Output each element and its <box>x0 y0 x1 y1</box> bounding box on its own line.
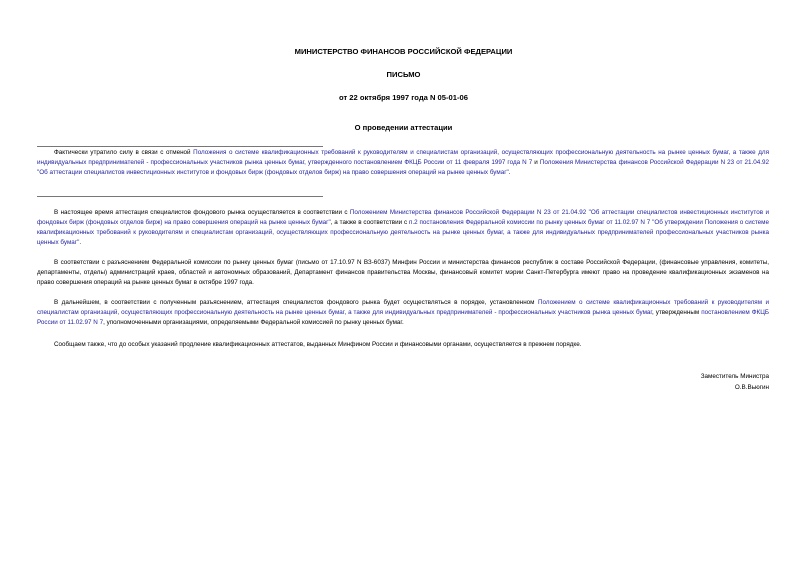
doc-type-heading: ПИСЬМО <box>386 70 421 79</box>
date-number-heading: от 22 октября 1997 года N 05-01-06 <box>339 93 468 102</box>
p3-link-resolution[interactable]: постановлением ФКЦБ России от 11.02.97 N 7 <box>37 309 769 327</box>
p2-text: В соответствии с разъяснением Федеральной комиссии по рынку ценных бумаг (письмо от 17.10.97 N ВЗ-6037) Минфин России и министерства финансов республик в составе Российской Федерации, (финансовые управления, комитеты, департаменты, отделы) администраций краев, областей и автономных образований, Департамент финансов правительства Москвы, финансовый комитет мэрии Санкт-Петербурга имеют право на проведение квалификационных экзаменов на право совершения операций на рынке ценных бумаг в октябре 1997 года. <box>37 259 769 287</box>
paragraph-4 <box>37 340 769 350</box>
p1-link-regulation-23[interactable]: Положением Министерства финансов Российской Федерации N 23 от 21.04.92 "Об аттестации специалистов инвестиционных институтов и фондовых бирж (фондовых отделов бирж) на право совершения операций на рынке ценных бумаг" <box>37 209 769 227</box>
note-text-2: и <box>532 159 540 167</box>
note-text-1: Фактически утратило силу в связи с отменой <box>54 149 194 156</box>
editorial-note <box>37 148 769 178</box>
ministry-heading: МИНИСТЕРСТВО ФИНАНСОВ РОССИЙСКОЙ ФЕДЕРАЦИИ <box>294 47 513 56</box>
note-link-regulation-23[interactable]: Положения Министерства финансов Российской Федерации N 23 от 21.04.92 "Об аттестации специалистов инвестиционных институтов и фондовых бирж (фондовых отделов бирж) на право совершения операций на рынке ценных бумаг" <box>37 159 769 177</box>
note-bottom-rule <box>37 196 323 197</box>
p3-link-regulation[interactable]: Положением о системе квалификационных требований к руководителям и специалистам организаций, осуществляющих профессиональную деятельность на рынке ценных бумаг, а также для индивидуальных предпринимателей - профессиональных участников рынка ценных бумаг <box>37 299 769 317</box>
paragraph-2 <box>37 258 769 288</box>
note-top-rule <box>37 146 323 147</box>
p1-link-resolution-7[interactable]: п.2 постановления Федеральной комиссии по рынку ценных бумаг от 11.02.97 N 7 "Об утверждении Положения о системе квалификационных требований к руководителям и специалистам организаций, осуществляющих профессиональную деятельность на рынке ценных бумаг, а также для индивидуальных предпринимателей профессиональных участников рынка ценных бумаг" <box>37 219 770 247</box>
signature-name: О.В.Вьюгин <box>734 384 769 391</box>
p3-text-1: В дальнейшем, в соответствии с полученным разъяснением, аттестация специалистов фондового рынка будет осуществляться в порядке, установленном <box>54 299 538 306</box>
p1-text-2: , а также в соответствии с <box>330 219 409 227</box>
note-text-3: . <box>508 169 511 177</box>
note-link-regulation-7[interactable]: Положения о системе квалификационных требований к руководителям и специалистам организаций, осуществляющих профессиональную деятельность на рынке ценных бумаг, а также для индивидуальных предпринимателей - профессиональных участников рынка ценных бумаг, утвержденного постановлением ФКЦБ России от 11 февраля 1997 года N 7 <box>37 149 769 167</box>
subject-heading: О проведении аттестации <box>354 123 453 132</box>
p1-text-1: В настоящее время аттестация специалистов фондового рынка осуществляется в соответствии с <box>54 209 350 216</box>
signature-position: Заместитель Министра <box>700 373 769 380</box>
p3-text-2: , утвержденным <box>651 309 702 317</box>
paragraph-3 <box>37 298 769 328</box>
p4-text: Сообщаем также, что до особых указаний продление квалификационных аттестатов, выданных Минфином России и финансовыми органами, осуществляется в прежнем порядке. <box>54 341 582 348</box>
p3-text-3: , уполномоченными организациями, определяемыми Федеральной комиссией по рынку ценных бумаг. <box>103 319 404 327</box>
p1-text-3: . <box>79 239 82 247</box>
paragraph-1 <box>37 208 769 248</box>
